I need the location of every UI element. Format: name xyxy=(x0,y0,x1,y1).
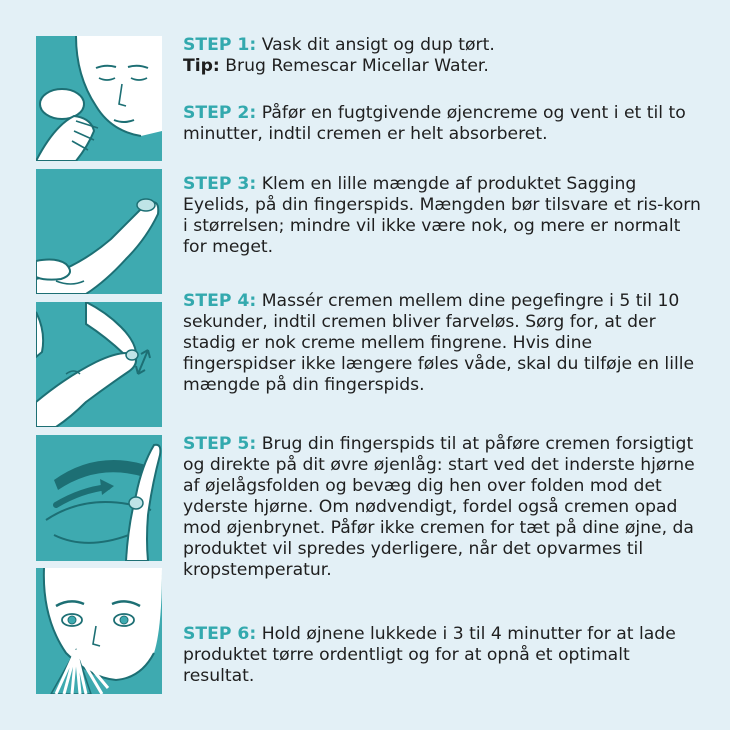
rubbing-fingers-panel xyxy=(36,302,162,427)
closed-eyes-fanning-illustration xyxy=(36,568,162,694)
step-1-label: STEP 1: xyxy=(183,35,257,55)
step-2 xyxy=(183,103,703,145)
step-3 xyxy=(183,174,703,258)
step-3-text: Klem en lille mængde af produktet Sagging Eyelids, på din fingerspids. Mængden bør tilsvare et ris-korn i størrelsen; mindre vil ikke være nok, og mere er normalt for meget. xyxy=(183,174,701,257)
step-6-label: STEP 6: xyxy=(183,624,257,644)
rubbing-fingers-illustration xyxy=(36,302,162,427)
step-6 xyxy=(183,624,703,687)
step-1 xyxy=(183,35,703,77)
step-1-tip-label: Tip: xyxy=(183,56,220,76)
step-1-text: Vask dit ansigt og dup tørt. xyxy=(256,35,495,55)
step-3-label: STEP 3: xyxy=(183,174,257,194)
step-4-text: Massér cremen mellem dine pegefingre i 5 til 10 sekunder, indtil cremen bliver farveløs. Sørg for, at der stadig er nok creme mellem fingrene. Hvis dine fingerspidser ikke længere føles våde, skal du tilføje en lille mængde på din fingerspids. xyxy=(183,291,695,395)
step-2-text: Påfør en fugtgivende øjencreme og vent i et til to minutter, indtil cremen er helt absorberet. xyxy=(183,103,686,144)
step-5-label: STEP 5: xyxy=(183,434,257,454)
step-5-text: Brug din fingerspids til at påføre cremen forsigtigt og direkte på dit øvre øjenlåg: start ved det inderste hjørne af øjelågsfolden og bevæg dig hen over folden mod det yderste hjørne. Om nødvendigt, fordel også cremen opad mod øjenbrynet. Påfør ikke cremen for tæt på dine øjne, da produktet vil spredes yderligere, når det opvarmes til kropstemperatur. xyxy=(183,434,695,580)
closed-eyes-fanning-panel xyxy=(36,568,162,694)
step-2-label: STEP 2: xyxy=(183,103,257,123)
applying-to-eyelid-illustration xyxy=(36,435,162,561)
step-4 xyxy=(183,291,703,396)
washing-face-illustration xyxy=(36,36,162,161)
fingertip-product-illustration xyxy=(36,169,162,294)
step-1-tip-text: Brug Remescar Micellar Water. xyxy=(219,56,489,76)
step-4-label: STEP 4: xyxy=(183,291,257,311)
applying-to-eyelid-panel xyxy=(36,435,162,561)
step-5 xyxy=(183,434,703,581)
step-6-text: Hold øjnene lukkede i 3 til 4 minutter for at lade produktet tørre ordentligt og for at opnå et optimalt resultat. xyxy=(183,624,676,686)
fingertip-product-panel xyxy=(36,169,162,294)
washing-face-panel xyxy=(36,36,162,161)
